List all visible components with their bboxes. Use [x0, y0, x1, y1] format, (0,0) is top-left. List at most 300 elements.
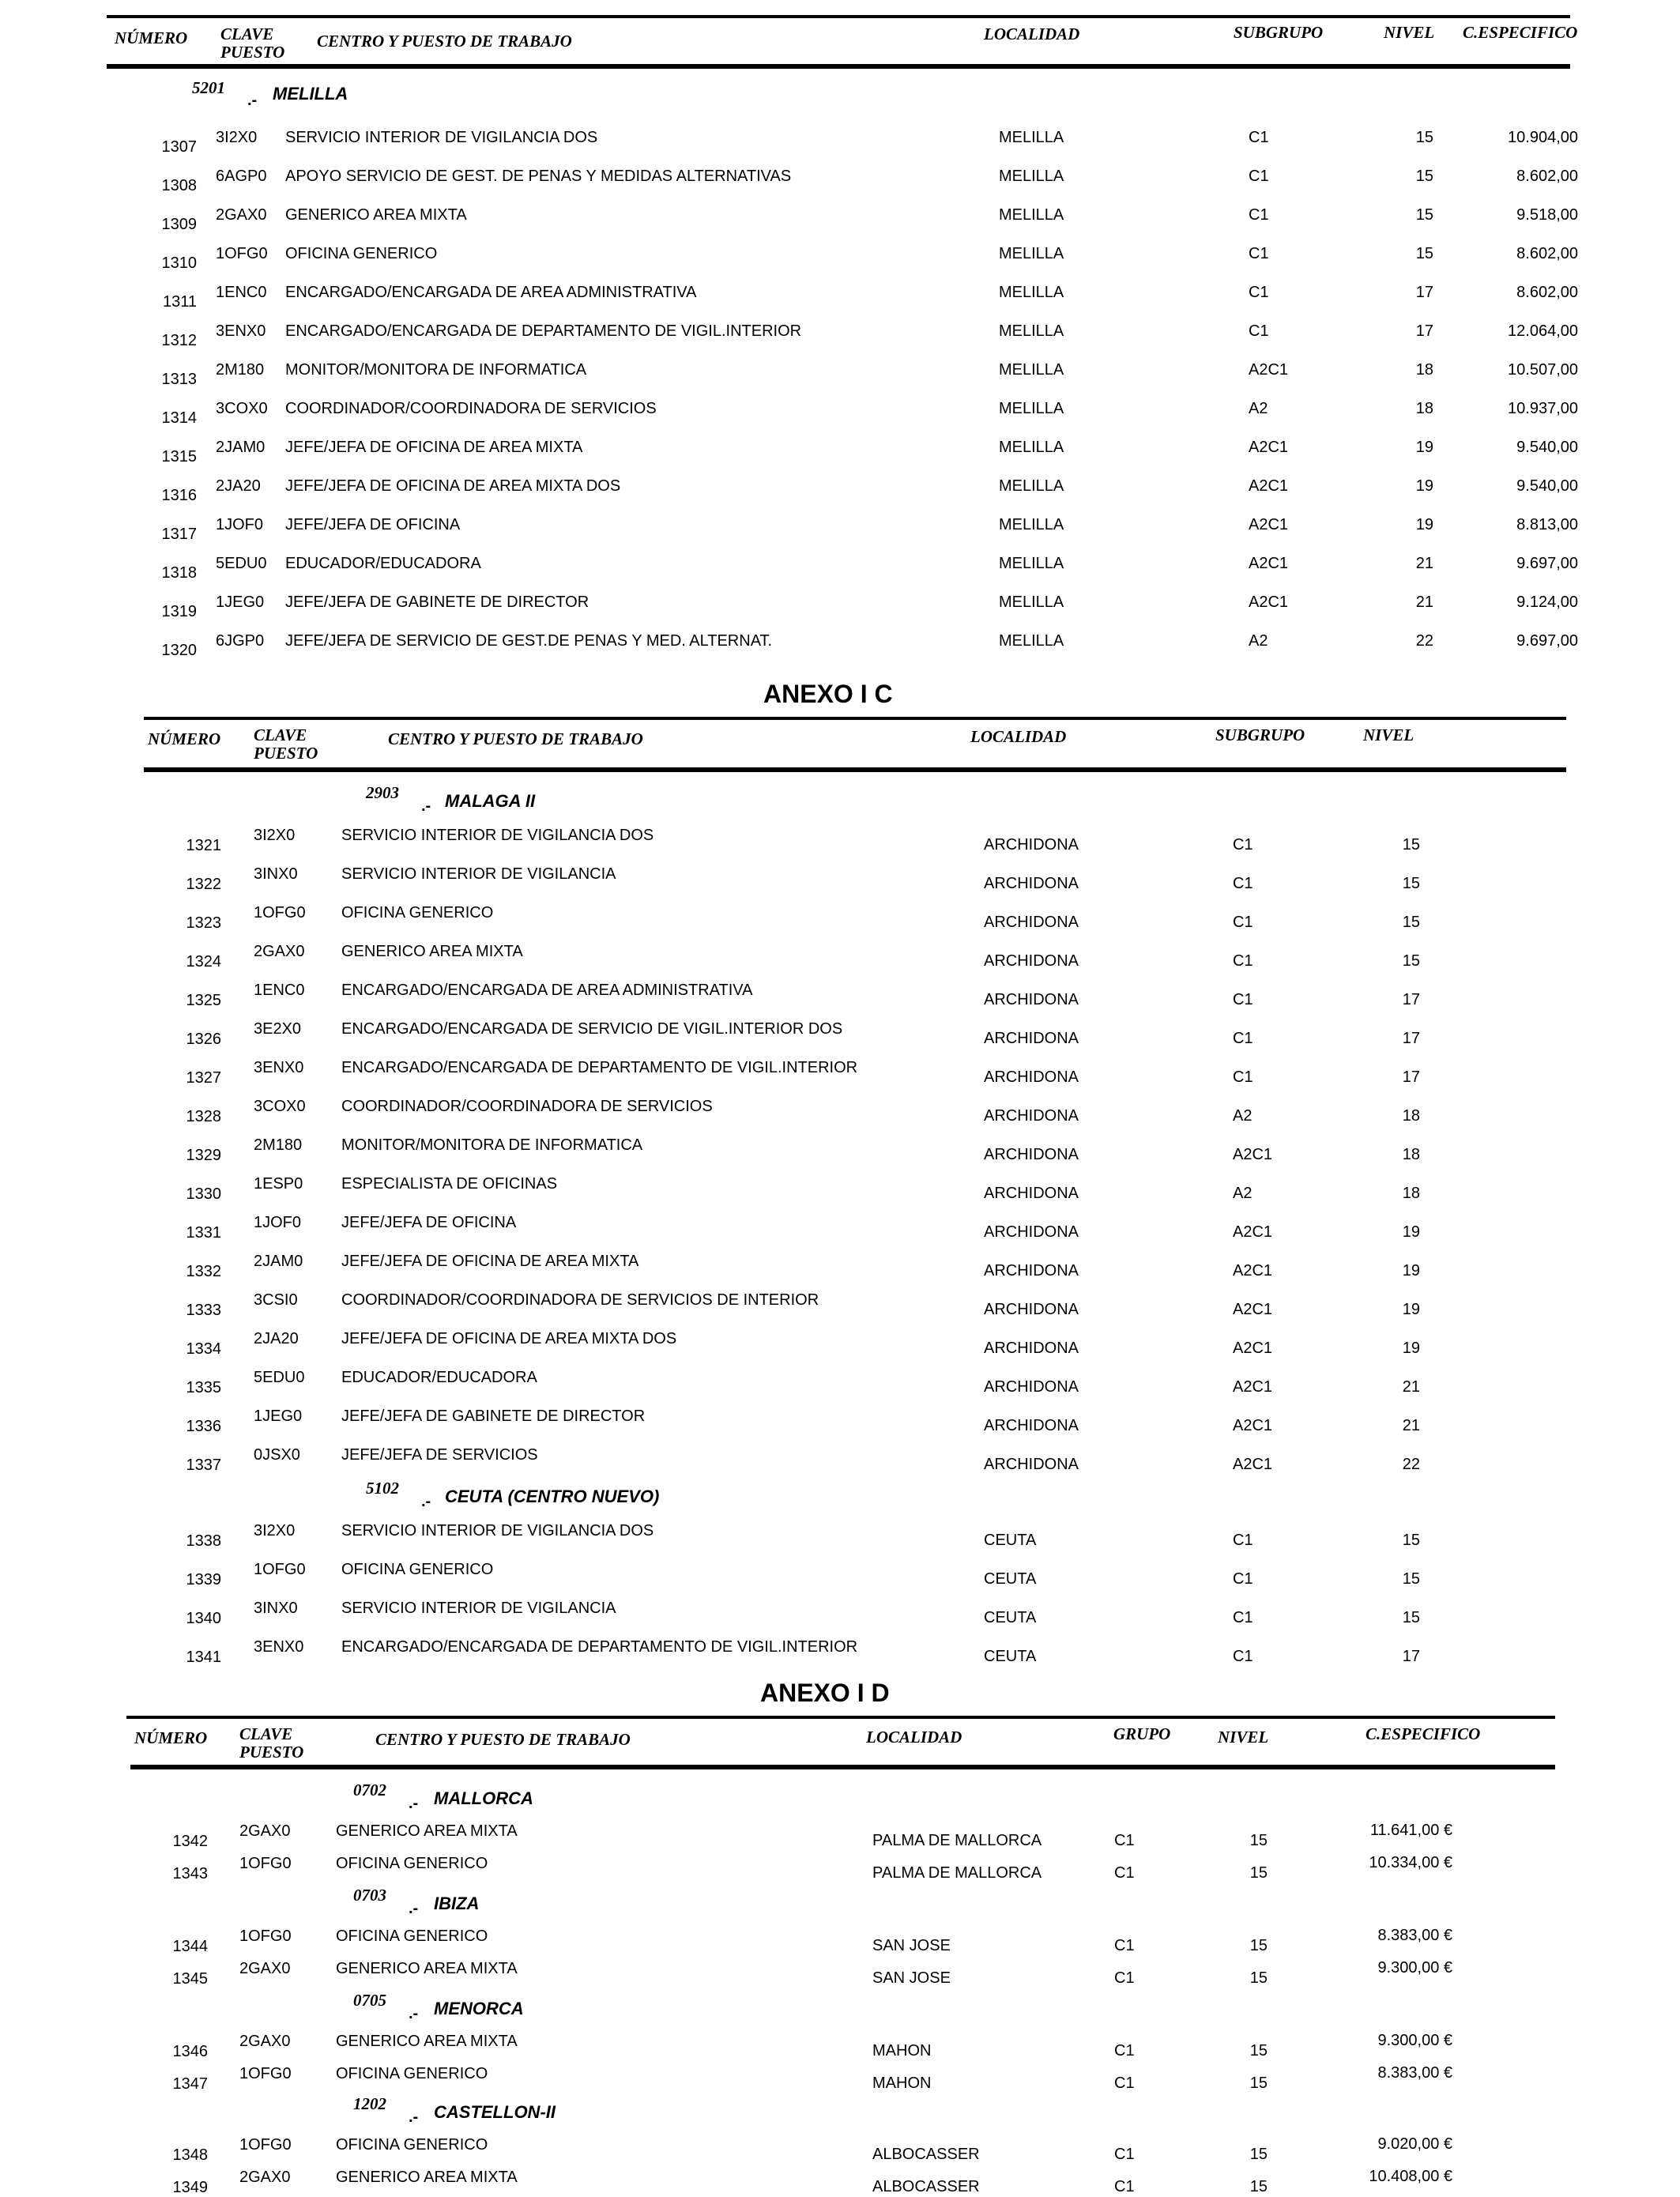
row-numero: 1323	[186, 914, 221, 932]
row-localidad: MELILLA	[999, 206, 1064, 224]
rule-line	[107, 64, 1570, 69]
row-centro: MONITOR/MONITORA DE INFORMATICA	[285, 361, 587, 379]
header-centro: CENTRO Y PUESTO DE TRABAJO	[375, 1730, 631, 1749]
header-numero: NÚMERO	[148, 729, 221, 748]
row-numero: 1336	[186, 1418, 221, 1435]
row-numero: 1347	[172, 2075, 208, 2093]
row-nivel: 15	[1415, 245, 1433, 262]
row-nivel: 15	[1249, 1864, 1268, 1882]
row-clave: 1ENC0	[216, 284, 267, 301]
row-nivel: 21	[1415, 555, 1433, 572]
row-nivel: 21	[1402, 1378, 1420, 1396]
row-clave: 2GAX0	[239, 1960, 291, 1977]
row-centro: COORDINADOR/COORDINADORA DE SERVICIOS	[285, 400, 657, 417]
row-numero: 1343	[172, 1865, 208, 1882]
row-especifico: 9.540,00	[1516, 439, 1578, 456]
row-nivel: 15	[1402, 914, 1420, 931]
row-grupo: A2	[1233, 1107, 1252, 1125]
section-name: CEUTA (CENTRO NUEVO)	[445, 1487, 660, 1506]
row-centro: ENCARGADO/ENCARGADA DE AREA ADMINISTRATIVA	[285, 284, 697, 301]
rule-line	[144, 717, 1566, 720]
row-centro: OFICINA GENERICO	[341, 1561, 494, 1578]
row-clave: 2GAX0	[239, 2033, 291, 2050]
row-grupo: C1	[1249, 245, 1269, 262]
header-nivel: NIVEL	[1363, 725, 1414, 744]
row-localidad: MELILLA	[999, 632, 1064, 650]
header-clave: CLAVE	[254, 725, 307, 744]
row-localidad: CEUTA	[984, 1532, 1037, 1549]
row-clave: 2JAM0	[254, 1253, 303, 1270]
rule-line	[130, 1765, 1555, 1769]
row-clave: 1ESP0	[254, 1175, 303, 1193]
header-numero: NÚMERO	[115, 28, 188, 47]
row-especifico: 10.408,00 €	[1369, 2168, 1452, 2185]
row-localidad: ALBOCASSER	[872, 2146, 980, 2163]
row-centro: OFICINA GENERICO	[336, 2065, 488, 2082]
row-localidad: CEUTA	[984, 1609, 1037, 1626]
row-grupo: A2C1	[1233, 1301, 1273, 1318]
row-nivel: 19	[1402, 1223, 1420, 1241]
row-clave: 1OFG0	[254, 904, 306, 921]
section-code: 5201	[192, 78, 225, 97]
row-centro: GENERICO AREA MIXTA	[341, 943, 523, 960]
header-grupo: SUBGRUPO	[1234, 23, 1324, 42]
row-localidad: PALMA DE MALLORCA	[872, 1832, 1042, 1849]
row-centro: GENERICO AREA MIXTA	[285, 206, 467, 224]
row-nivel: 15	[1249, 1832, 1268, 1849]
row-numero: 1345	[172, 1970, 208, 1988]
row-nivel: 21	[1415, 594, 1433, 611]
row-numero: 1326	[186, 1031, 221, 1048]
row-numero: 1321	[186, 837, 221, 854]
row-localidad: ARCHIDONA	[984, 836, 1079, 854]
row-especifico: 9.300,00 €	[1377, 2032, 1452, 2049]
row-numero: 1328	[186, 1108, 221, 1125]
rule-line	[107, 15, 1570, 18]
row-grupo: A2C1	[1233, 1456, 1273, 1473]
row-localidad: MELILLA	[999, 400, 1064, 417]
row-grupo: C1	[1233, 952, 1253, 970]
row-clave: 1OFG0	[216, 245, 268, 262]
row-centro: JEFE/JEFA DE OFICINA DE AREA MIXTA DOS	[285, 477, 621, 495]
row-numero: 1309	[161, 216, 197, 233]
row-grupo: C1	[1114, 2075, 1135, 2092]
row-grupo: C1	[1114, 1937, 1135, 1954]
row-centro: COORDINADOR/COORDINADORA DE SERVICIOS DE INTERIOR	[341, 1291, 819, 1309]
header-especifico: C.ESPECIFICO	[1365, 1724, 1481, 1743]
row-centro: SERVICIO INTERIOR DE VIGILANCIA	[341, 865, 616, 883]
row-grupo: A2C1	[1233, 1417, 1273, 1434]
row-nivel: 15	[1415, 206, 1433, 224]
row-centro: SERVICIO INTERIOR DE VIGILANCIA DOS	[341, 1522, 654, 1539]
row-nivel: 15	[1402, 875, 1420, 892]
row-nivel: 17	[1402, 1030, 1420, 1047]
row-localidad: MELILLA	[999, 168, 1064, 185]
row-nivel: 19	[1415, 477, 1433, 495]
row-numero: 1314	[161, 409, 197, 427]
row-centro: JEFE/JEFA DE GABINETE DE DIRECTOR	[341, 1408, 646, 1425]
row-localidad: MELILLA	[999, 594, 1064, 611]
row-centro: GENERICO AREA MIXTA	[336, 2033, 518, 2050]
row-localidad: ARCHIDONA	[984, 1107, 1079, 1125]
row-grupo: C1	[1233, 1648, 1253, 1665]
row-numero: 1339	[186, 1571, 221, 1588]
row-nivel: 22	[1402, 1456, 1420, 1473]
row-localidad: CEUTA	[984, 1648, 1037, 1665]
row-clave: 2GAX0	[239, 1822, 291, 1840]
row-nivel: 19	[1415, 516, 1433, 533]
row-numero: 1324	[186, 953, 221, 970]
row-localidad: MELILLA	[999, 245, 1064, 262]
row-nivel: 15	[1249, 1937, 1268, 1954]
row-centro: JEFE/JEFA DE OFICINA DE AREA MIXTA	[341, 1253, 639, 1270]
row-centro: ENCARGADO/ENCARGADA DE DEPARTAMENTO DE VIGIL.INTERIOR	[285, 322, 802, 340]
row-clave: 2JA20	[254, 1330, 299, 1347]
row-localidad: ARCHIDONA	[984, 1030, 1079, 1047]
row-localidad: ARCHIDONA	[984, 1223, 1079, 1241]
anexo-title: ANEXO I D	[760, 1679, 890, 1707]
row-numero: 1335	[186, 1379, 221, 1396]
row-numero: 1310	[161, 254, 197, 272]
row-centro: EDUCADOR/EDUCADORA	[341, 1369, 537, 1386]
header-grupo: SUBGRUPO	[1215, 725, 1305, 744]
row-clave: 2GAX0	[216, 206, 267, 224]
row-localidad: MAHON	[872, 2075, 932, 2092]
header-puesto: PUESTO	[239, 1743, 304, 1762]
row-centro: GENERICO AREA MIXTA	[336, 1822, 518, 1840]
section-separator: .-	[247, 92, 258, 109]
row-grupo: C1	[1233, 1609, 1253, 1626]
row-localidad: MELILLA	[999, 361, 1064, 379]
section-name: MELILLA	[273, 84, 348, 104]
row-numero: 1344	[172, 1938, 208, 1955]
section-separator: .-	[409, 1795, 419, 1812]
row-numero: 1348	[172, 2146, 208, 2164]
row-grupo: C1	[1114, 1864, 1135, 1882]
row-numero: 1340	[186, 1610, 221, 1627]
row-clave: 1JEG0	[216, 594, 265, 611]
row-nivel: 18	[1402, 1146, 1420, 1163]
row-especifico: 8.383,00 €	[1377, 2064, 1452, 2082]
section-code: 2903	[366, 783, 399, 802]
row-numero: 1322	[186, 876, 221, 893]
row-clave: 1OFG0	[239, 2136, 292, 2154]
row-localidad: PALMA DE MALLORCA	[872, 1864, 1042, 1882]
row-numero: 1330	[186, 1185, 221, 1203]
row-numero: 1320	[161, 642, 197, 659]
row-nivel: 17	[1402, 1648, 1420, 1665]
row-localidad: MELILLA	[999, 322, 1064, 340]
row-especifico: 9.697,00	[1516, 632, 1578, 650]
row-grupo: C1	[1233, 1570, 1253, 1588]
row-grupo: A2C1	[1249, 555, 1289, 572]
row-localidad: MELILLA	[999, 129, 1064, 146]
row-localidad: ARCHIDONA	[984, 1068, 1079, 1086]
row-numero: 1327	[186, 1069, 221, 1087]
row-localidad: MELILLA	[999, 439, 1064, 456]
section-name: IBIZA	[434, 1894, 480, 1913]
row-numero: 1342	[172, 1833, 208, 1850]
header-especifico: C.ESPECIFICO	[1463, 23, 1578, 42]
row-clave: 3COX0	[254, 1098, 306, 1115]
row-especifico: 9.697,00	[1516, 555, 1578, 572]
row-grupo: C1	[1249, 284, 1269, 301]
row-nivel: 18	[1402, 1107, 1420, 1125]
row-localidad: ARCHIDONA	[984, 991, 1079, 1008]
section-separator: .-	[421, 1493, 431, 1510]
row-centro: JEFE/JEFA DE SERVICIO DE GEST.DE PENAS Y MED. ALTERNAT.	[285, 632, 773, 650]
row-localidad: ALBOCASSER	[872, 2178, 980, 2195]
row-especifico: 9.020,00 €	[1377, 2135, 1452, 2153]
row-grupo: C1	[1249, 168, 1269, 185]
row-centro: ENCARGADO/ENCARGADA DE SERVICIO DE VIGIL.INTERIOR DOS	[341, 1020, 843, 1038]
row-grupo: C1	[1233, 1532, 1253, 1549]
row-clave: 6JGP0	[216, 632, 265, 650]
row-localidad: MELILLA	[999, 284, 1064, 301]
row-localidad: CEUTA	[984, 1570, 1037, 1588]
row-grupo: A2C1	[1233, 1223, 1273, 1241]
row-grupo: A2	[1249, 632, 1268, 650]
row-numero: 1318	[161, 564, 197, 582]
row-centro: OFICINA GENERICO	[336, 2136, 488, 2154]
row-centro: EDUCADOR/EDUCADORA	[285, 555, 481, 572]
row-clave: 3ENX0	[216, 322, 266, 340]
row-centro: MONITOR/MONITORA DE INFORMATICA	[341, 1136, 643, 1154]
row-localidad: SAN JOSE	[872, 1969, 951, 1987]
row-clave: 1JOF0	[216, 516, 264, 533]
row-centro: SERVICIO INTERIOR DE VIGILANCIA DOS	[285, 129, 598, 146]
row-clave: 3COX0	[216, 400, 268, 417]
row-clave: 1JEG0	[254, 1408, 303, 1425]
row-localidad: MAHON	[872, 2042, 932, 2059]
row-especifico: 10.334,00 €	[1369, 1854, 1452, 1871]
row-clave: 2M180	[216, 361, 265, 379]
row-numero: 1313	[161, 371, 197, 388]
section-name: CASTELLON-II	[434, 2102, 556, 2122]
row-centro: ESPECIALISTA DE OFICINAS	[341, 1175, 558, 1193]
row-clave: 3I2X0	[254, 1522, 296, 1539]
section-separator: .-	[409, 1900, 419, 1917]
row-grupo: A2C1	[1249, 477, 1289, 495]
row-grupo: C1	[1114, 2146, 1135, 2163]
row-nivel: 19	[1415, 439, 1433, 456]
row-centro: GENERICO AREA MIXTA	[336, 1960, 518, 1977]
row-grupo: C1	[1249, 322, 1269, 340]
row-especifico: 8.383,00 €	[1377, 1927, 1452, 1944]
row-grupo: A2	[1233, 1185, 1252, 1202]
row-clave: 1OFG0	[254, 1561, 306, 1578]
row-nivel: 17	[1402, 1068, 1420, 1086]
row-numero: 1349	[172, 2179, 208, 2196]
row-grupo: C1	[1233, 836, 1253, 854]
row-localidad: ARCHIDONA	[984, 1146, 1079, 1163]
row-especifico: 9.518,00	[1516, 206, 1578, 224]
row-clave: 6AGP0	[216, 168, 267, 185]
row-grupo: A2	[1249, 400, 1268, 417]
row-nivel: 21	[1402, 1417, 1420, 1434]
row-localidad: MELILLA	[999, 516, 1064, 533]
row-clave: 5EDU0	[216, 555, 267, 572]
row-localidad: ARCHIDONA	[984, 875, 1079, 892]
row-nivel: 18	[1415, 361, 1433, 379]
row-clave: 2GAX0	[239, 2169, 291, 2186]
row-grupo: C1	[1233, 875, 1253, 892]
row-clave: 5EDU0	[254, 1369, 305, 1386]
row-clave: 3INX0	[254, 1600, 298, 1617]
row-centro: SERVICIO INTERIOR DE VIGILANCIA	[341, 1600, 616, 1617]
row-nivel: 15	[1402, 1532, 1420, 1549]
row-grupo: A2C1	[1233, 1146, 1273, 1163]
row-centro: SERVICIO INTERIOR DE VIGILANCIA DOS	[341, 827, 654, 844]
header-numero: NÚMERO	[134, 1728, 208, 1747]
header-grupo: GRUPO	[1113, 1724, 1171, 1743]
row-especifico: 12.064,00	[1508, 322, 1578, 340]
row-centro: OFICINA GENERICO	[336, 1928, 488, 1945]
row-localidad: MELILLA	[999, 555, 1064, 572]
row-grupo: A2C1	[1249, 361, 1289, 379]
row-grupo: C1	[1114, 2042, 1135, 2059]
section-code: 0705	[353, 1991, 386, 2010]
row-clave: 3ENX0	[254, 1638, 304, 1656]
row-especifico: 9.540,00	[1516, 477, 1578, 495]
row-localidad: ARCHIDONA	[984, 1340, 1079, 1357]
row-numero: 1308	[161, 177, 197, 194]
row-nivel: 15	[1249, 2178, 1268, 2195]
row-centro: GENERICO AREA MIXTA	[336, 2169, 518, 2186]
row-clave: 3CSI0	[254, 1291, 298, 1309]
row-especifico: 8.602,00	[1516, 245, 1578, 262]
row-centro: ENCARGADO/ENCARGADA DE AREA ADMINISTRATIVA	[341, 982, 753, 999]
row-nivel: 15	[1402, 836, 1420, 854]
row-numero: 1338	[186, 1532, 221, 1550]
row-numero: 1312	[161, 332, 197, 349]
header-centro: CENTRO Y PUESTO DE TRABAJO	[317, 32, 572, 51]
row-centro: JEFE/JEFA DE SERVICIOS	[341, 1446, 538, 1464]
row-centro: JEFE/JEFA DE OFICINA DE AREA MIXTA	[285, 439, 583, 456]
row-especifico: 10.937,00	[1508, 400, 1578, 417]
section-code: 1202	[353, 2094, 386, 2113]
header-clave: CLAVE	[220, 24, 274, 43]
row-localidad: SAN JOSE	[872, 1937, 951, 1954]
row-numero: 1307	[161, 138, 197, 156]
header-localidad: LOCALIDAD	[984, 24, 1080, 43]
row-especifico: 10.507,00	[1508, 361, 1578, 379]
row-localidad: ARCHIDONA	[984, 952, 1079, 970]
row-especifico: 11.641,00 €	[1369, 1822, 1452, 1839]
row-centro: APOYO SERVICIO DE GEST. DE PENAS Y MEDIDAS ALTERNATIVAS	[285, 168, 792, 185]
row-grupo: A2C1	[1249, 516, 1289, 533]
row-localidad: ARCHIDONA	[984, 914, 1079, 931]
section-name: MALLORCA	[434, 1788, 533, 1808]
row-grupo: C1	[1114, 2178, 1135, 2195]
row-centro: JEFE/JEFA DE OFICINA DE AREA MIXTA DOS	[341, 1330, 677, 1347]
row-grupo: A2C1	[1249, 594, 1289, 611]
header-puesto: PUESTO	[254, 744, 318, 763]
row-localidad: ARCHIDONA	[984, 1456, 1079, 1473]
row-grupo: C1	[1114, 1832, 1135, 1849]
row-grupo: C1	[1233, 914, 1253, 931]
row-clave: 3I2X0	[254, 827, 296, 844]
row-numero: 1334	[186, 1340, 221, 1358]
row-clave: 1OFG0	[239, 1855, 292, 1872]
row-grupo: A2C1	[1249, 439, 1289, 456]
row-clave: 2M180	[254, 1136, 303, 1154]
section-code: 0703	[353, 1886, 386, 1905]
header-localidad: LOCALIDAD	[970, 727, 1067, 746]
header-puesto: PUESTO	[220, 43, 285, 62]
row-especifico: 10.904,00	[1508, 129, 1578, 146]
row-localidad: ARCHIDONA	[984, 1185, 1079, 1202]
row-grupo: A2C1	[1233, 1378, 1273, 1396]
row-nivel: 19	[1402, 1340, 1420, 1357]
section-code: 0702	[353, 1781, 386, 1799]
row-nivel: 19	[1402, 1262, 1420, 1279]
row-nivel: 22	[1415, 632, 1433, 650]
row-nivel: 15	[1402, 1570, 1420, 1588]
row-nivel: 18	[1415, 400, 1433, 417]
header-clave: CLAVE	[239, 1724, 293, 1743]
row-nivel: 15	[1249, 2146, 1268, 2163]
row-clave: 0JSX0	[254, 1446, 300, 1464]
section-code: 5102	[366, 1479, 399, 1498]
header-centro: CENTRO Y PUESTO DE TRABAJO	[388, 729, 643, 748]
row-nivel: 15	[1415, 129, 1433, 146]
section-separator: .-	[409, 2108, 419, 2126]
row-numero: 1325	[186, 992, 221, 1009]
row-grupo: A2C1	[1233, 1262, 1273, 1279]
section-separator: .-	[421, 797, 431, 815]
row-localidad: ARCHIDONA	[984, 1378, 1079, 1396]
section-name: MENORCA	[434, 1999, 524, 2018]
row-centro: JEFE/JEFA DE OFICINA	[341, 1214, 517, 1231]
row-clave: 3E2X0	[254, 1020, 302, 1038]
rule-line	[144, 767, 1566, 772]
row-nivel: 17	[1402, 991, 1420, 1008]
row-centro: OFICINA GENERICO	[285, 245, 438, 262]
row-nivel: 17	[1415, 322, 1433, 340]
row-centro: JEFE/JEFA DE OFICINA	[285, 516, 461, 533]
row-grupo: A2C1	[1233, 1340, 1273, 1357]
header-nivel: NIVEL	[1384, 23, 1435, 42]
section-separator: .-	[409, 2005, 419, 2022]
anexo-title: ANEXO I C	[763, 680, 893, 708]
row-clave: 1ENC0	[254, 982, 305, 999]
row-grupo: C1	[1249, 129, 1269, 146]
row-nivel: 17	[1415, 284, 1433, 301]
header-nivel: NIVEL	[1218, 1728, 1269, 1747]
row-nivel: 18	[1402, 1185, 1420, 1202]
row-grupo: C1	[1233, 991, 1253, 1008]
row-numero: 1315	[161, 448, 197, 465]
row-grupo: C1	[1114, 1969, 1135, 1987]
row-especifico: 8.813,00	[1516, 516, 1578, 533]
section-name: MALAGA II	[445, 791, 536, 811]
row-numero: 1337	[186, 1457, 221, 1474]
row-numero: 1329	[186, 1147, 221, 1164]
row-centro: OFICINA GENERICO	[336, 1855, 488, 1872]
row-numero: 1333	[186, 1302, 221, 1319]
row-grupo: C1	[1233, 1068, 1253, 1086]
header-localidad: LOCALIDAD	[866, 1728, 962, 1747]
row-centro: OFICINA GENERICO	[341, 904, 494, 921]
row-clave: 2JAM0	[216, 439, 266, 456]
row-centro: ENCARGADO/ENCARGADA DE DEPARTAMENTO DE VIGIL.INTERIOR	[341, 1059, 858, 1076]
row-nivel: 15	[1249, 1969, 1268, 1987]
row-numero: 1319	[161, 603, 197, 620]
row-clave: 3I2X0	[216, 129, 258, 146]
row-especifico: 9.124,00	[1516, 594, 1578, 611]
row-nivel: 15	[1415, 168, 1433, 185]
